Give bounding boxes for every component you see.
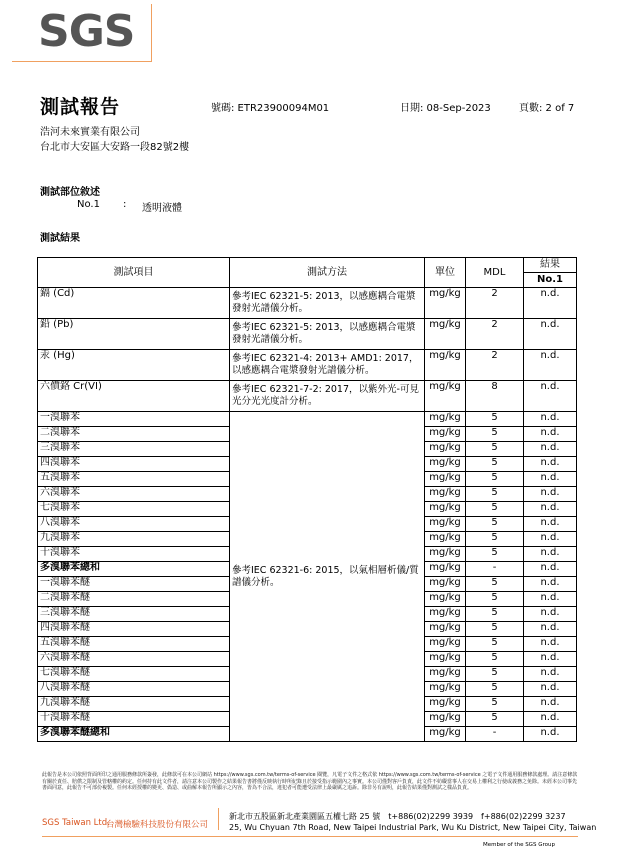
results-heading: 測試結果 bbox=[40, 233, 80, 244]
header-method: 測試方法 bbox=[230, 258, 425, 288]
row-unit: mg/kg bbox=[425, 667, 466, 682]
sgs-logo bbox=[12, 4, 152, 62]
table-row bbox=[38, 319, 577, 350]
row-method: 參考IEC 62321-4: 2013+ AMD1: 2017，以感應耦合電漿發射光譜儀分析。 bbox=[230, 350, 425, 381]
row-unit: mg/kg bbox=[425, 727, 466, 742]
footer-address-zh: 新北市五股區新北產業園區五權七路 25 號 t+886(02)2299 3939 f+886(02)2299 3237 bbox=[229, 812, 566, 821]
row-item: 六溴聯苯 bbox=[38, 487, 230, 502]
row-result: n.d. bbox=[524, 412, 577, 427]
company-name: 浩河未來實業有限公司 bbox=[40, 127, 140, 138]
row-mdl: 2 bbox=[466, 350, 524, 381]
fine-print: 此報告是本公司依照背面所印之通用服務條款所簽發，此條款可在本公司網站 https://www.sgs.com.tw/terms-of-service 閱覽，凡電子文件之格式依 https://www.sgs.com.tw/terms-of-service 之電子文件通用服務條款處理。請注意條款有關於責任、賠償之限制及管轄權的約定。任何持有此文件者，請注意本公司製作之結果報告書將僅反映執行時所紀錄且於接受指示範圍內之事實。本公司僅對客戶負責，此文件不妨礙當事人在交易上權利之行使或義務之免除。未經本公司事先書面同意，此報告不可部份複製。任何未經授權的變更、偽造、或曲解本報告所顯示之內容，皆為不合法，違犯者可能遭受法律上最嚴厲之追訴。除非另有說明，此報告結果僅對測試之樣品負責。 bbox=[42, 772, 578, 791]
row-result: n.d. bbox=[524, 502, 577, 517]
row-result: n.d. bbox=[524, 472, 577, 487]
row-unit: mg/kg bbox=[425, 412, 466, 427]
row-item: 五溴聯苯醚 bbox=[38, 637, 230, 652]
row-unit: mg/kg bbox=[425, 577, 466, 592]
footer-address-en: 25, Wu Chyuan 7th Road, New Taipei Industrial Park, Wu Ku District, New Taipei City, Taiwan bbox=[229, 823, 597, 832]
row-item: 鉛 (Pb) bbox=[38, 319, 230, 350]
row-mdl: 5 bbox=[466, 487, 524, 502]
part-colon: : bbox=[123, 199, 127, 210]
table-row bbox=[38, 381, 577, 412]
row-unit: mg/kg bbox=[425, 607, 466, 622]
company-address: 台北市大安區大安路一段82號2樓 bbox=[40, 142, 190, 153]
row-unit: mg/kg bbox=[425, 637, 466, 652]
report-date: 日期: 08-Sep-2023 bbox=[400, 103, 491, 114]
row-item: 三溴聯苯醚 bbox=[38, 607, 230, 622]
row-unit: mg/kg bbox=[425, 319, 466, 350]
row-result: n.d. bbox=[524, 727, 577, 742]
row-result: n.d. bbox=[524, 622, 577, 637]
row-result: n.d. bbox=[524, 652, 577, 667]
row-item: 四溴聯苯醚 bbox=[38, 622, 230, 637]
row-unit: mg/kg bbox=[425, 517, 466, 532]
row-mdl: 5 bbox=[466, 502, 524, 517]
row-mdl: 8 bbox=[466, 381, 524, 412]
row-result: n.d. bbox=[524, 682, 577, 697]
row-result: n.d. bbox=[524, 607, 577, 622]
row-result: n.d. bbox=[524, 637, 577, 652]
page-title: 測試報告 bbox=[40, 96, 121, 118]
row-mdl: 5 bbox=[466, 592, 524, 607]
row-unit: mg/kg bbox=[425, 682, 466, 697]
row-mdl: 5 bbox=[466, 682, 524, 697]
row-mdl: - bbox=[466, 562, 524, 577]
row-item: 四溴聯苯 bbox=[38, 457, 230, 472]
row-mdl: 5 bbox=[466, 547, 524, 562]
footer-company-en: SGS Taiwan Ltd. bbox=[42, 818, 110, 828]
row-unit: mg/kg bbox=[425, 442, 466, 457]
row-mdl: 5 bbox=[466, 577, 524, 592]
row-result: n.d. bbox=[524, 427, 577, 442]
row-item: 九溴聯苯醚 bbox=[38, 697, 230, 712]
logo-text: SGS bbox=[38, 6, 135, 57]
row-mdl: 5 bbox=[466, 412, 524, 427]
row-unit: mg/kg bbox=[425, 487, 466, 502]
row-method: 參考IEC 62321-7-2: 2017，以紫外光-可見光分光光度計分析。 bbox=[230, 381, 425, 412]
row-result: n.d. bbox=[524, 319, 577, 350]
row-unit: mg/kg bbox=[425, 712, 466, 727]
row-unit: mg/kg bbox=[425, 547, 466, 562]
row-mdl: 2 bbox=[466, 319, 524, 350]
row-unit: mg/kg bbox=[425, 592, 466, 607]
row-item: 二溴聯苯醚 bbox=[38, 592, 230, 607]
row-mdl: 2 bbox=[466, 288, 524, 319]
footer-divider bbox=[218, 808, 219, 830]
part-heading: 測試部位敘述 bbox=[40, 187, 100, 198]
row-result: n.d. bbox=[524, 457, 577, 472]
row-unit: mg/kg bbox=[425, 427, 466, 442]
row-result: n.d. bbox=[524, 350, 577, 381]
row-result: n.d. bbox=[524, 288, 577, 319]
row-item: 多溴聯苯總和 bbox=[38, 562, 230, 577]
row-unit: mg/kg bbox=[425, 457, 466, 472]
row-unit: mg/kg bbox=[425, 350, 466, 381]
row-result: n.d. bbox=[524, 592, 577, 607]
header-result: 結果 bbox=[524, 258, 577, 273]
header-item: 測試項目 bbox=[38, 258, 230, 288]
part-no: No.1 bbox=[77, 199, 100, 210]
row-mdl: 5 bbox=[466, 652, 524, 667]
row-mdl: 5 bbox=[466, 622, 524, 637]
footer-company-zh: 台灣檢驗科技股份有限公司 bbox=[106, 820, 209, 830]
part-description: 透明液體 bbox=[142, 203, 182, 214]
row-item: 一溴聯苯醚 bbox=[38, 577, 230, 592]
row-item: 五溴聯苯 bbox=[38, 472, 230, 487]
row-method: 參考IEC 62321-5: 2013，以感應耦合電漿發射光譜儀分析。 bbox=[230, 288, 425, 319]
row-item: 三溴聯苯 bbox=[38, 442, 230, 457]
row-item: 多溴聯苯醚總和 bbox=[38, 727, 230, 742]
row-mdl: 5 bbox=[466, 532, 524, 547]
row-result: n.d. bbox=[524, 697, 577, 712]
row-result: n.d. bbox=[524, 442, 577, 457]
row-result: n.d. bbox=[524, 532, 577, 547]
row-result: n.d. bbox=[524, 381, 577, 412]
row-result: n.d. bbox=[524, 487, 577, 502]
row-item: 八溴聯苯醚 bbox=[38, 682, 230, 697]
row-unit: mg/kg bbox=[425, 652, 466, 667]
header-sample-no: No.1 bbox=[524, 273, 577, 288]
row-result: n.d. bbox=[524, 712, 577, 727]
report-number: 號碼: ETR23900094M01 bbox=[211, 103, 330, 114]
row-method: 參考IEC 62321-5: 2013，以感應耦合電漿發射光譜儀分析。 bbox=[230, 319, 425, 350]
row-item: 六溴聯苯醚 bbox=[38, 652, 230, 667]
row-result: n.d. bbox=[524, 667, 577, 682]
row-unit: mg/kg bbox=[425, 622, 466, 637]
row-mdl: 5 bbox=[466, 472, 524, 487]
page-number: 頁數: 2 of 7 bbox=[519, 103, 575, 114]
row-item: 六價鉻 Cr(VI) bbox=[38, 381, 230, 412]
row-item: 二溴聯苯 bbox=[38, 427, 230, 442]
footer-line bbox=[42, 836, 578, 837]
table-row bbox=[38, 350, 577, 381]
results-table bbox=[37, 257, 577, 742]
group-method: 參考IEC 62321-6: 2015，以氣相層析儀/質譜儀分析。 bbox=[230, 412, 425, 742]
row-mdl: 5 bbox=[466, 637, 524, 652]
row-item: 汞 (Hg) bbox=[38, 350, 230, 381]
row-mdl: 5 bbox=[466, 427, 524, 442]
row-unit: mg/kg bbox=[425, 288, 466, 319]
row-unit: mg/kg bbox=[425, 472, 466, 487]
row-unit: mg/kg bbox=[425, 381, 466, 412]
row-mdl: 5 bbox=[466, 442, 524, 457]
row-item: 十溴聯苯 bbox=[38, 547, 230, 562]
row-mdl: 5 bbox=[466, 517, 524, 532]
header-mdl: MDL bbox=[466, 258, 524, 288]
row-item: 七溴聯苯 bbox=[38, 502, 230, 517]
header-unit: 單位 bbox=[425, 258, 466, 288]
row-unit: mg/kg bbox=[425, 697, 466, 712]
row-mdl: 5 bbox=[466, 697, 524, 712]
row-result: n.d. bbox=[524, 562, 577, 577]
row-unit: mg/kg bbox=[425, 562, 466, 577]
row-result: n.d. bbox=[524, 577, 577, 592]
row-item: 十溴聯苯醚 bbox=[38, 712, 230, 727]
row-item: 八溴聯苯 bbox=[38, 517, 230, 532]
row-mdl: 5 bbox=[466, 667, 524, 682]
row-unit: mg/kg bbox=[425, 502, 466, 517]
table-row bbox=[38, 288, 577, 319]
row-result: n.d. bbox=[524, 547, 577, 562]
row-unit: mg/kg bbox=[425, 532, 466, 547]
row-result: n.d. bbox=[524, 517, 577, 532]
table-row bbox=[38, 412, 577, 427]
row-item: 一溴聯苯 bbox=[38, 412, 230, 427]
footer-member: Member of the SGS Group bbox=[483, 842, 555, 848]
row-mdl: 5 bbox=[466, 712, 524, 727]
row-item: 九溴聯苯 bbox=[38, 532, 230, 547]
row-mdl: 5 bbox=[466, 607, 524, 622]
row-mdl: 5 bbox=[466, 457, 524, 472]
row-mdl: - bbox=[466, 727, 524, 742]
row-item: 七溴聯苯醚 bbox=[38, 667, 230, 682]
row-item: 鎘 (Cd) bbox=[38, 288, 230, 319]
